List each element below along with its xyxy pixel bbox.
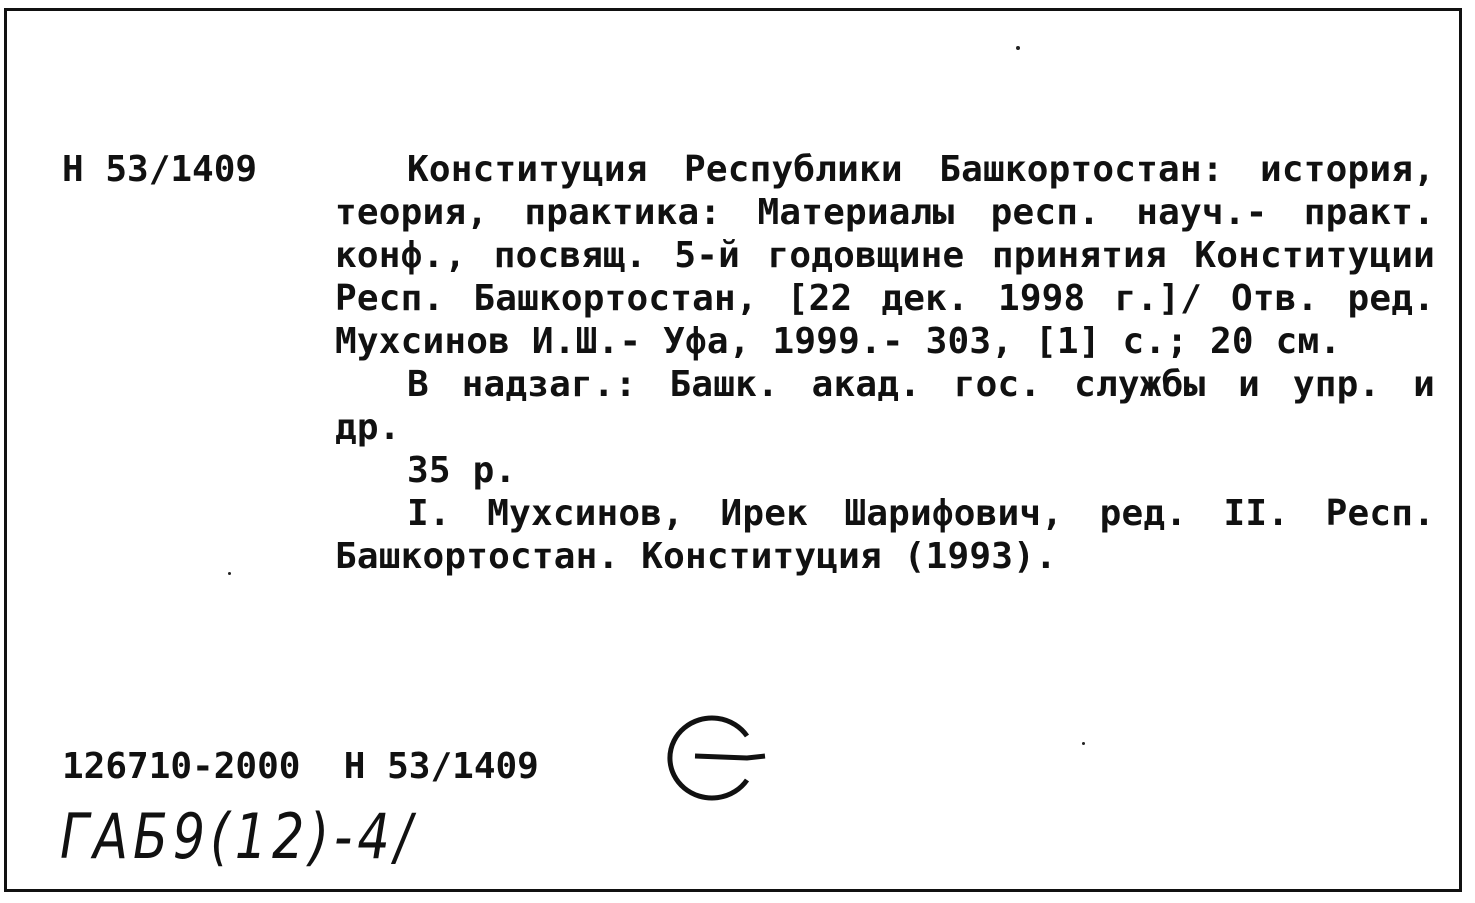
bottom-line [62,745,539,789]
handwritten-shelf-mark: ГАБ9(12)-4/ [60,800,417,873]
tracings-paragraph: I. Мухсинов, Ирек Шарифович, ред. II. Респ. Башкортостан. Конституция (1993). [335,493,1435,577]
price-paragraph: 35 р. [407,450,517,491]
speck [228,572,231,575]
title-paragraph: Конституция Республики Башкортостан: история, теория, практика: Материалы респ. науч.- практ. конф., посвящ. 5-й годовщине принятия Конституции Респ. Башкортостан, [22 дек. 1998 г.]/ Отв. ред. Мухсинов И.Ш.- Уфа, 1999.- 303, [1] с.; 20 см. [335,149,1435,362]
registration-number: 126710-2000 [62,746,301,787]
speck [1016,46,1020,50]
call-number: Н 53/1409 [62,149,258,190]
call-number-bottom: Н 53/1409 [343,746,539,787]
header-note-paragraph: В надзаг.: Башк. акад. гос. службы и упр. и др. [335,364,1435,448]
circle-stamp-icon [655,708,775,808]
speck [1082,742,1085,745]
bibliographic-description [335,148,1435,578]
